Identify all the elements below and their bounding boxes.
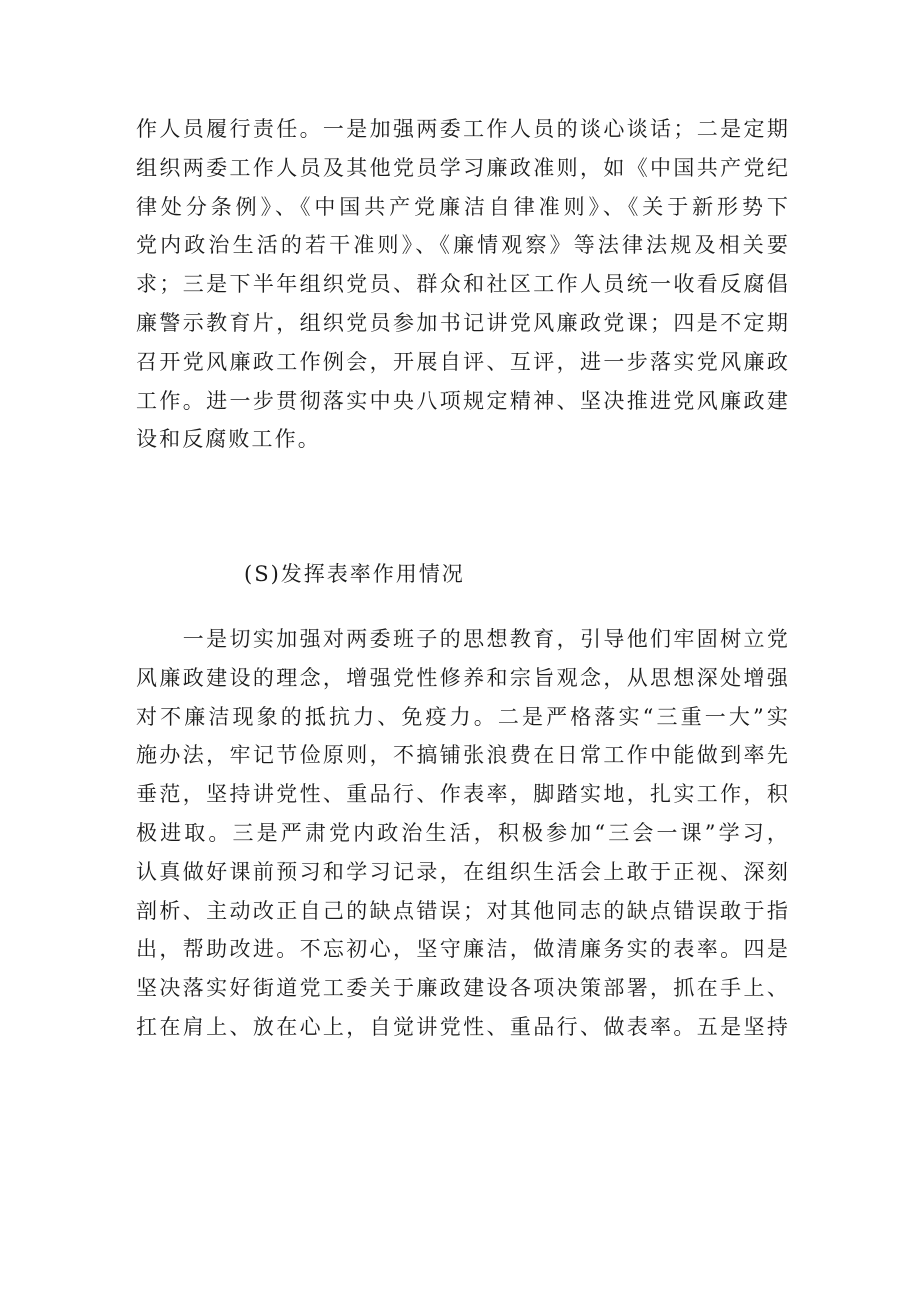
paragraph-line: 风廉政建设的理念，增强党性修养和宗旨观念，从思想深处增强 xyxy=(136,665,790,690)
section-heading: (S)发挥表率作用情况 xyxy=(244,562,465,586)
paragraph-line: 扛在肩上、放在心上，自觉讲党性、重品行、做表率。五是坚持 xyxy=(136,1014,790,1039)
paragraph-line: 召开党风廉政工作例会，开展自评、互评，进一步落实党风廉政 xyxy=(136,349,790,374)
paragraph-line: 对不廉洁现象的抵抗力、免疫力。二是严格落实“三重一大”实 xyxy=(136,704,790,729)
paragraph-line: 律处分条例》、《中国共产党廉洁自律准则》、《关于新形势下 xyxy=(136,194,790,219)
paragraph-exemplary-role xyxy=(136,620,790,1047)
paragraph-line: 垂范，坚持讲党性、重品行、作表率，脚踏实地，扎实工作，积 xyxy=(136,782,790,807)
paragraph-line: 求；三是下半年组织党员、群众和社区工作人员统一收看反腐倡 xyxy=(136,272,790,297)
paragraph-line: 工作。进一步贯彻落实中央八项规定精神、坚决推进党风廉政建 xyxy=(136,388,790,413)
paragraph-line: 一是切实加强对两委班子的思想教育，引导他们牢固树立党 xyxy=(136,627,790,651)
paragraph-line: 廉警示教育片，组织党员参加书记讲党风廉政党课；四是不定期 xyxy=(136,310,790,335)
paragraph-line: 认真做好课前预习和学习记录，在组织生活会上敢于正视、深刻 xyxy=(136,859,790,884)
paragraph-line: 极进取。三是严肃党内政治生活，积极参加“三会一课”学习， xyxy=(136,820,790,845)
paragraph-line: 党内政治生活的若干准则》、《廉情观察》等法律法规及相关要 xyxy=(136,233,790,258)
paragraph-line: 坚决落实好街道党工委关于廉政建设各项决策部署，抓在手上、 xyxy=(136,976,790,1001)
paragraph-line: 作人员履行责任。一是加强两委工作人员的谈心谈话；二是定期 xyxy=(136,117,790,141)
paragraph-line: 出，帮助改进。不忘初心，坚守廉洁，做清廉务实的表率。四是 xyxy=(136,937,790,962)
paragraph-line: 组织两委工作人员及其他党员学习廉政准则，如《中国共产党纪 xyxy=(136,155,790,180)
paragraph-line: 剖析、主动改正自己的缺点错误；对其他同志的缺点错误敢于指 xyxy=(136,898,790,923)
paragraph-line: 设和反腐败工作。 xyxy=(136,427,321,452)
paragraph-line: 施办法，牢记节俭原则，不搞铺张浪费在日常工作中能做到率先 xyxy=(136,743,790,768)
paragraph-responsibilities xyxy=(136,110,790,459)
